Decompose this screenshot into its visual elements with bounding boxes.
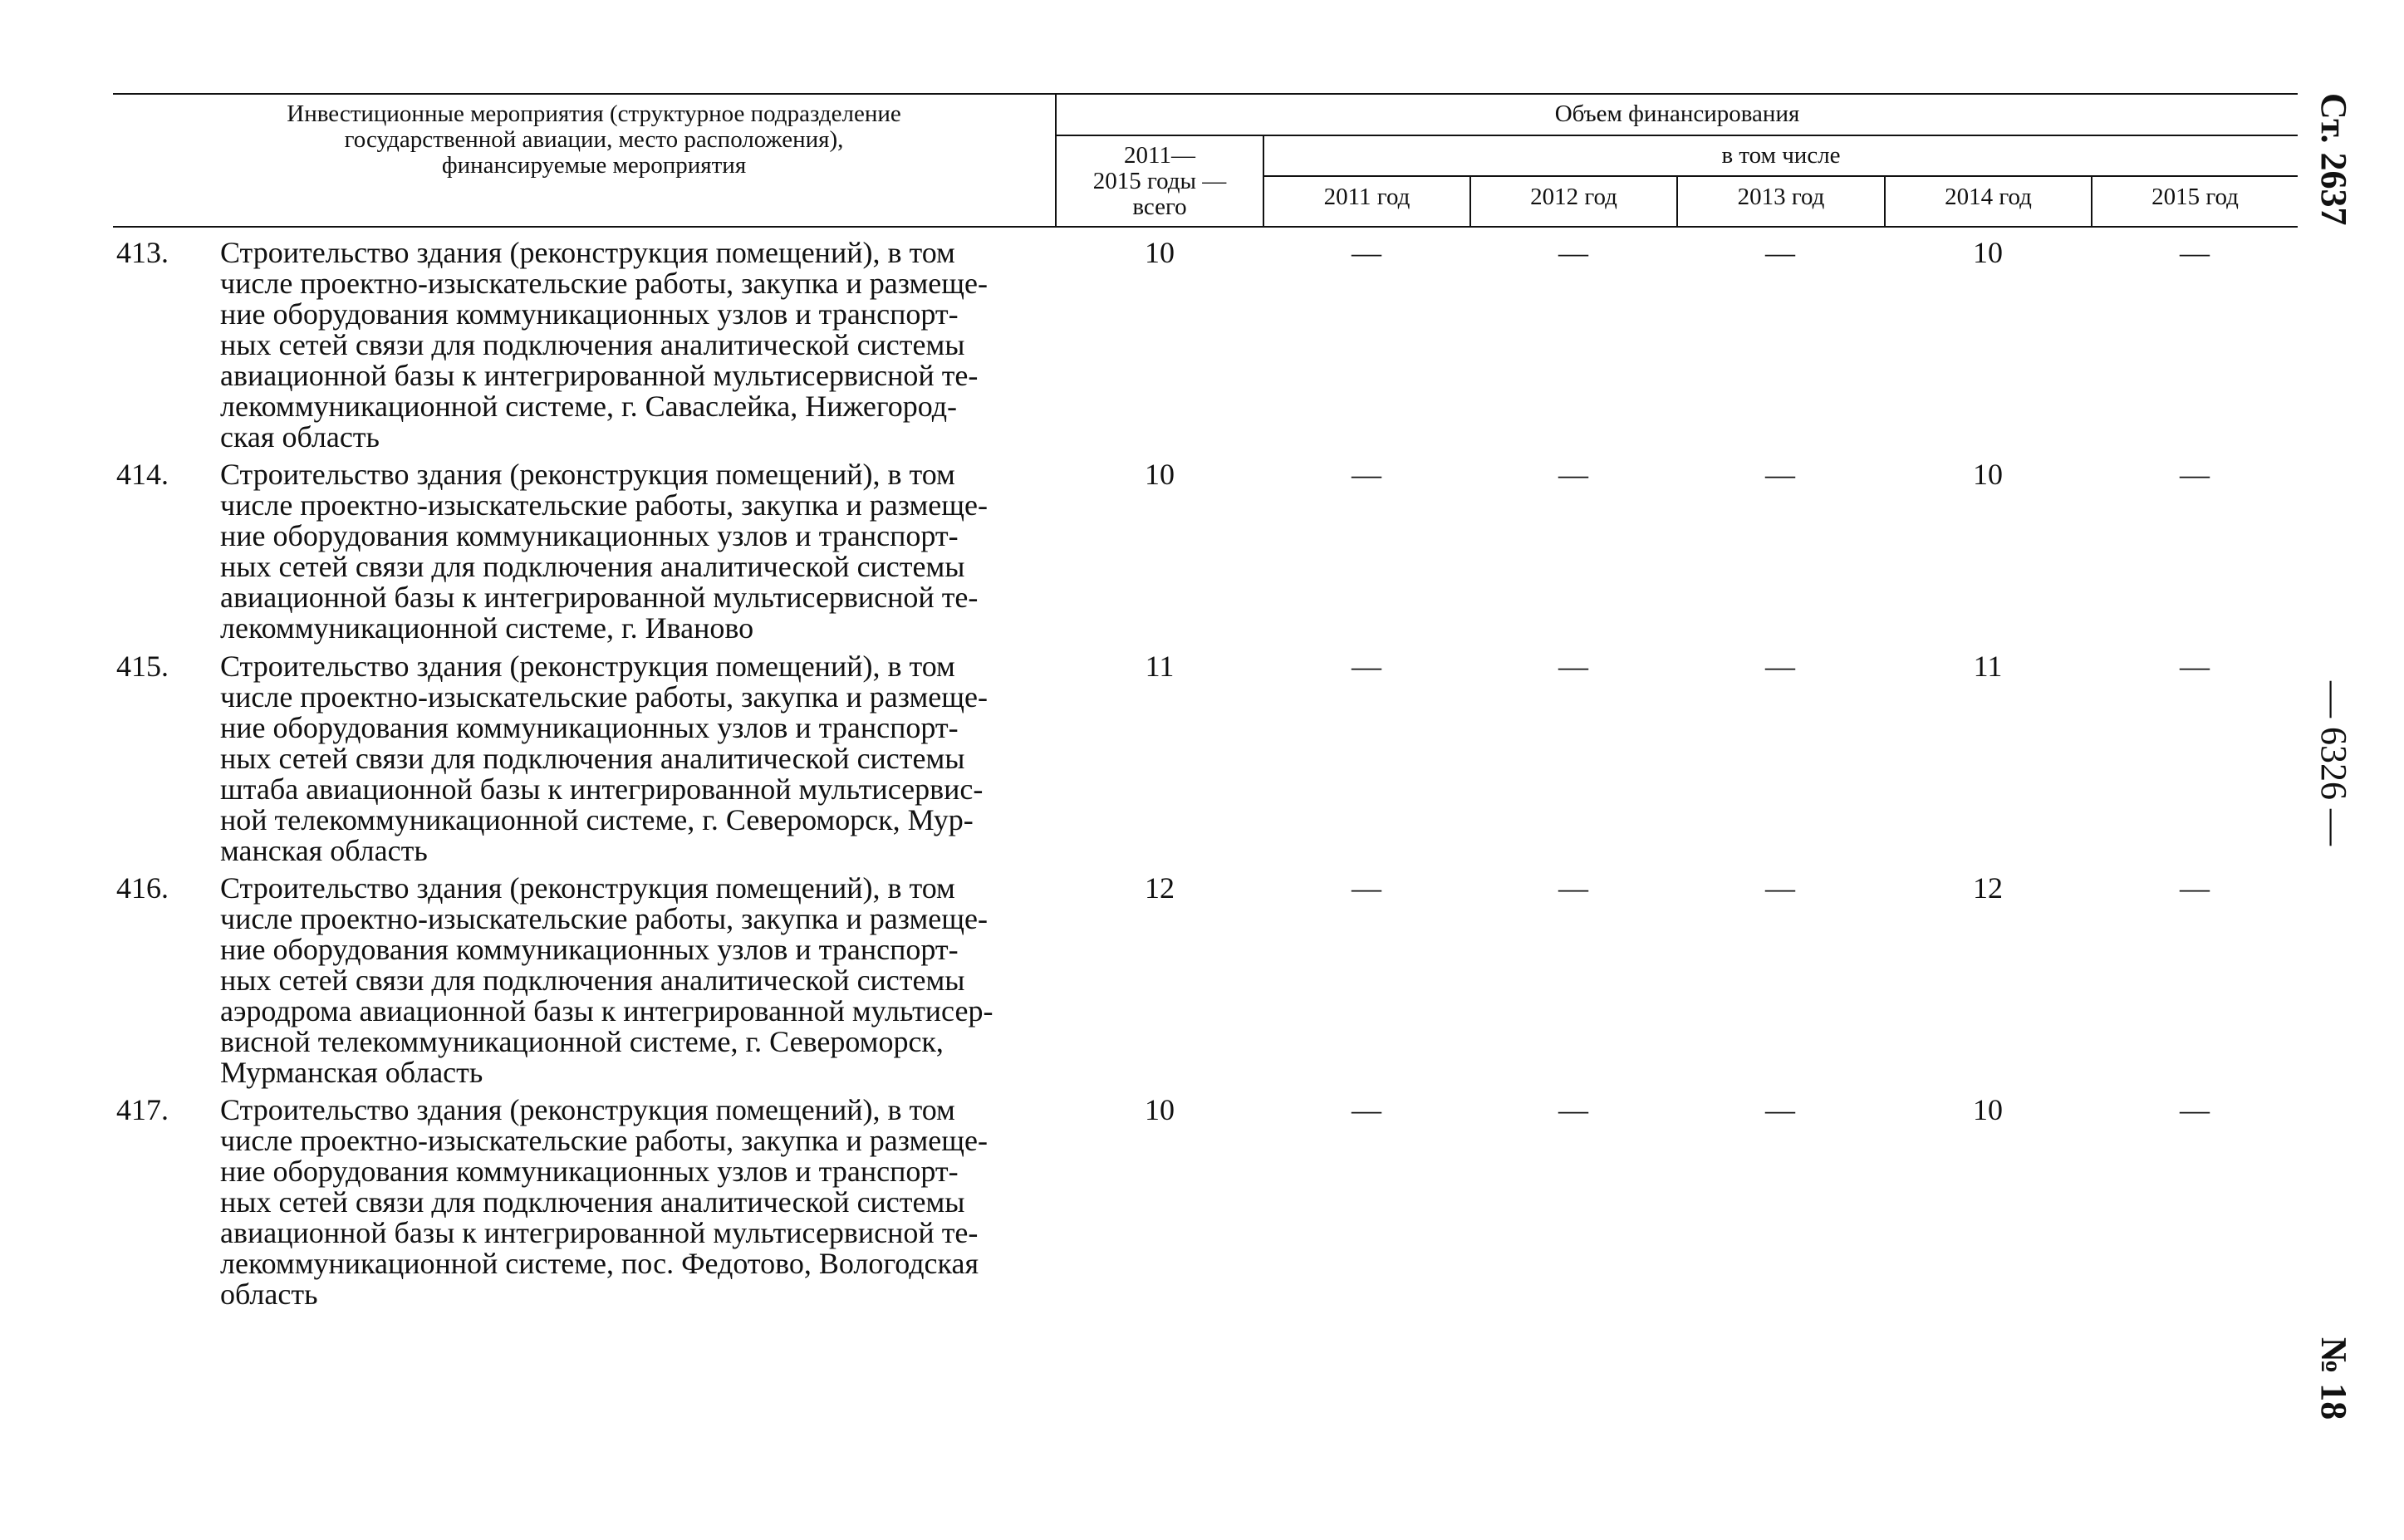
table-top-rule — [113, 93, 2298, 95]
row-2015: — — [2180, 1093, 2210, 1126]
row-2012: — — [1558, 236, 1588, 269]
row-2013: — — [1765, 1093, 1795, 1126]
row-2011: — — [1352, 458, 1381, 491]
row-number: 416. — [116, 871, 169, 905]
issue-number: № 18 — [2313, 1337, 2354, 1420]
row-number: 415. — [116, 650, 169, 683]
page-number: — 6326 — — [2313, 681, 2354, 846]
row-description: Строительство здания (реконструкция помещений), в том числе проектно-изыскательские работы, закупка и размеще- ние оборудования коммуникационных узлов и транспорт- ных сетей связи для подключения аналитической системы авиационной базы к интегрированной мультисервисной те- лекоммуникационной системе, г. Саваслейка, Нижегород- ская область — [220, 236, 988, 454]
row-description: Строительство здания (реконструкция помещений), в том числе проектно-изыскательские работы, закупка и размеще- ние оборудования коммуникационных узлов и транспорт- ных сетей связи для подключения аналитической системы авиационной базы к интегрированной мультисервисной те- лекоммуникационной системе, г. Иваново — [220, 458, 988, 645]
row-2014: 10 — [1973, 458, 2003, 491]
row-number: 417. — [116, 1093, 169, 1126]
row-2011: — — [1352, 1093, 1381, 1126]
row-2012: — — [1558, 871, 1588, 905]
header-year-2014: 2014 год — [1945, 184, 2032, 210]
header-year-2012: 2012 год — [1530, 184, 1617, 210]
row-2013: — — [1765, 650, 1795, 683]
row-total: 10 — [1145, 458, 1175, 491]
header-bottom-rule — [113, 226, 2298, 228]
row-2015: — — [2180, 650, 2210, 683]
row-2011: — — [1352, 236, 1381, 269]
row-2011: — — [1352, 871, 1381, 905]
row-2012: — — [1558, 1093, 1588, 1126]
row-2011: — — [1352, 650, 1381, 683]
header-rule-including — [1263, 175, 2298, 177]
article-number: Ст. 2637 — [2313, 93, 2354, 226]
row-2013: — — [1765, 871, 1795, 905]
header-measures: Инвестиционные мероприятия (структурное подразделение государственной авиации, место расположения), финансируемые мероприятия — [287, 101, 901, 179]
row-description: Строительство здания (реконструкция помещений), в том числе проектно-изыскательские работы, закупка и размеще- ние оборудования коммуникационных узлов и транспорт- ных сетей связи для подключения аналитической системы авиационной базы к интегрированной мультисервисной те- лекоммуникационной системе, пос. Федотово, Вологодская область — [220, 1093, 988, 1311]
header-year-2013: 2013 год — [1737, 184, 1825, 210]
row-2012: — — [1558, 458, 1588, 491]
row-2014: 10 — [1973, 1093, 2003, 1126]
row-2012: — — [1558, 650, 1588, 683]
row-2015: — — [2180, 458, 2210, 491]
header-rule-volume — [1055, 135, 2298, 136]
row-total: 10 — [1145, 236, 1175, 269]
header-including: в том числе — [1721, 142, 1841, 169]
row-number: 414. — [116, 458, 169, 491]
row-2015: — — [2180, 871, 2210, 905]
row-total: 12 — [1145, 871, 1175, 905]
row-2013: — — [1765, 458, 1795, 491]
header-year-2011: 2011 год — [1323, 184, 1411, 210]
header-total: 2011— 2015 годы — всего — [1092, 142, 1227, 220]
row-description: Строительство здания (реконструкция помещений), в том числе проектно-изыскательские работы, закупка и размеще- ние оборудования коммуникационных узлов и транспорт- ных сетей связи для подключения аналитической системы аэродрома авиационной базы к интегрированной мультисер- висной телекоммуникационной системе, г. Североморск, Мурманская область — [220, 871, 993, 1089]
row-description: Строительство здания (реконструкция помещений), в том числе проектно-изыскательские работы, закупка и размеще- ние оборудования коммуникационных узлов и транспорт- ных сетей связи для подключения аналитической системы штаба авиационной базы к интегрированной мультисервис- ной телекоммуникационной системе, г. Североморск, Мур- манская область — [220, 650, 988, 867]
row-2015: — — [2180, 236, 2210, 269]
header-volume: Объем финансирования — [1554, 101, 1800, 127]
row-2014: 11 — [1973, 650, 2003, 683]
row-number: 413. — [116, 236, 169, 269]
header-year-2015: 2015 год — [2151, 184, 2239, 210]
row-total: 10 — [1145, 1093, 1175, 1126]
row-total: 11 — [1145, 650, 1175, 683]
row-2014: 10 — [1973, 236, 2003, 269]
row-2013: — — [1765, 236, 1795, 269]
row-2014: 12 — [1973, 871, 2003, 905]
